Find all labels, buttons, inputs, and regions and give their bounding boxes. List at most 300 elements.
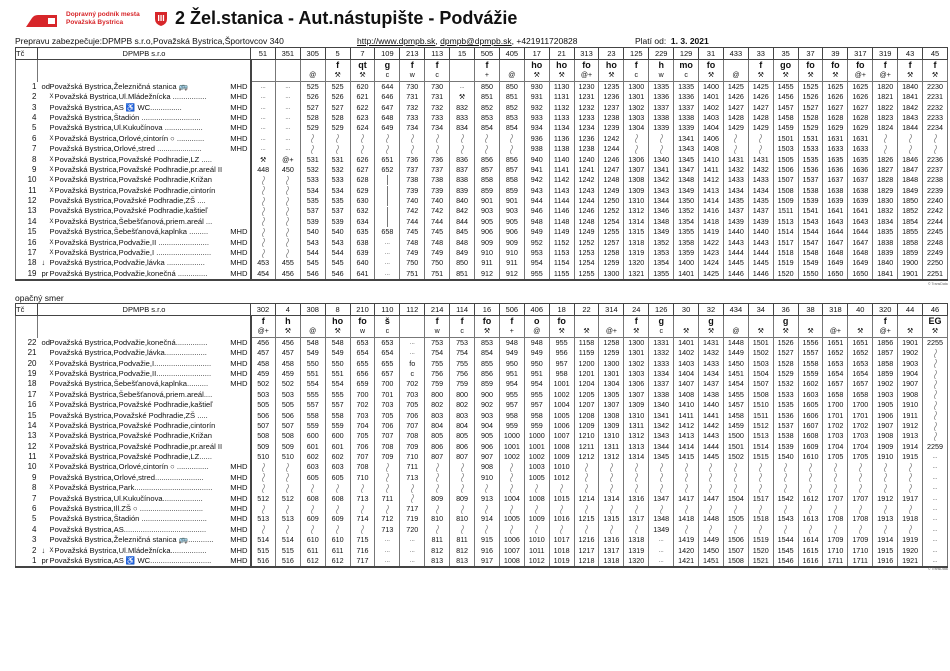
skip-cell (773, 462, 798, 472)
time-cell: 600 (300, 431, 325, 441)
skip-cell (773, 504, 798, 514)
skip-wave-icon (335, 525, 340, 534)
skip-cell (923, 358, 948, 368)
time-cell: 502 (275, 379, 300, 389)
website-link[interactable]: http://www.dpmpb.sk (357, 36, 436, 46)
time-cell: 754 (450, 348, 475, 358)
stop-name: Považská Bystrica,Štadión ............................... (49, 514, 207, 524)
time-cell: 626 (350, 154, 375, 164)
trip-code: EG (923, 316, 948, 328)
stop-row (16, 175, 948, 185)
time-cell: 1451 (699, 556, 724, 567)
time-cell: 1641 (823, 206, 848, 216)
time-cell: 900 (475, 390, 500, 400)
time-cell: 1320 (624, 556, 649, 567)
opposite-direction-label: opačný smer (15, 293, 64, 303)
skip-cell (275, 237, 300, 247)
skip-cell (624, 134, 649, 144)
time-cell: 609 (300, 514, 325, 524)
stop-name-cell (38, 504, 251, 514)
time-cell: 608 (300, 493, 325, 503)
time-cell: 1211 (574, 442, 599, 452)
skip-cell (275, 206, 300, 216)
skip-cell (898, 144, 923, 154)
time-cell: 1547 (798, 237, 823, 247)
time-cell: 1443 (699, 431, 724, 441)
time-cell: 1341 (674, 134, 699, 144)
time-cell: 1541 (798, 206, 823, 216)
trip-number: 308 (300, 304, 325, 316)
skip-cell (574, 525, 599, 535)
stop-number: 21 (16, 348, 38, 358)
skip-wave-icon (858, 525, 863, 534)
email-link[interactable]: dpmpb@dpmpb.sk (440, 36, 512, 46)
trip-code: fo (798, 60, 823, 72)
time-cell: 1240 (574, 154, 599, 164)
time-cell: 950 (499, 358, 524, 368)
stop-name-cell (38, 462, 251, 472)
time-cell: 640 (350, 258, 375, 268)
time-cell: 956 (549, 348, 574, 358)
skip-wave-icon (484, 145, 489, 154)
time-cell: 2251 (923, 269, 948, 280)
time-cell: 1822 (873, 102, 898, 112)
time-cell: 717 (400, 504, 425, 514)
time-cell: 505 (251, 400, 276, 410)
time-cell: 954 (524, 258, 549, 268)
phone: , +421911720828 (511, 36, 578, 46)
mhd-label: MHD (230, 358, 248, 368)
time-cell: 1545 (773, 545, 798, 555)
request-stop-icon: X (49, 433, 54, 440)
time-cell: 1349 (674, 186, 699, 196)
trip-symbol: ⚒ (848, 327, 873, 338)
time-cell: 733 (400, 113, 425, 123)
stop-name-cell (38, 431, 251, 441)
time-cell: 1231 (574, 92, 599, 102)
time-cell: 654 (350, 348, 375, 358)
trip-symbol: ⚒ (475, 327, 500, 338)
trip-number: 126 (649, 304, 674, 316)
time-cell: 713 (400, 473, 425, 483)
trip-code: f (898, 60, 923, 72)
skip-cell (350, 525, 375, 535)
time-cell: 457 (275, 348, 300, 358)
skip-wave-icon (708, 505, 713, 514)
trip-symbol: @+ (873, 327, 898, 338)
trip-symbol: ⚒ (798, 71, 823, 82)
stop-row (16, 493, 948, 503)
time-cell: 800 (450, 390, 475, 400)
skip-wave-icon (460, 484, 465, 493)
time-cell: 1208 (574, 410, 599, 420)
skip-wave-icon (460, 473, 465, 482)
time-cell: ... (923, 452, 948, 462)
time-cell: 703 (375, 400, 400, 410)
time-cell: 1318 (599, 556, 624, 567)
skip-wave-icon (360, 525, 365, 534)
trip-symbol: @ (300, 71, 325, 82)
time-cell: 1310 (624, 410, 649, 420)
trip-code (848, 316, 873, 328)
time-cell: 1857 (873, 348, 898, 358)
time-cell: 840 (450, 196, 475, 206)
time-cell: 502 (251, 379, 276, 389)
trip-symbol: ⚒ (773, 327, 798, 338)
skip-cell (499, 483, 524, 493)
time-cell: 1627 (823, 102, 848, 112)
time-cell: 1414 (674, 442, 699, 452)
stop-name: Považská Bystrica,Považské Podhradie,kaštieľ (54, 400, 213, 410)
stop-name: Považská Bystrica,Podvažie,lávka.................... (49, 348, 207, 358)
time-cell: 1302 (624, 358, 649, 368)
time-cell: 1920 (898, 545, 923, 555)
time-cell: 557 (325, 400, 350, 410)
time-cell: 1149 (549, 227, 574, 237)
time-cell: 1502 (723, 452, 748, 462)
time-cell: 1143 (549, 186, 574, 196)
time-cell: 903 (475, 410, 500, 420)
time-cell: 1004 (499, 493, 524, 503)
time-cell: 1859 (898, 248, 923, 258)
time-cell: 745 (425, 227, 450, 237)
time-cell: 1001 (549, 379, 574, 389)
skip-cell (898, 134, 923, 144)
time-cell: 1010 (549, 462, 574, 472)
time-cell: ... (251, 134, 276, 144)
time-cell: 954 (499, 379, 524, 389)
time-cell: 1340 (649, 154, 674, 164)
contacts: http://www.dpmpb.sk, dpmpb@dpmpb.sk, +421911720828 (357, 36, 578, 46)
stop-marker: ↓ (41, 545, 46, 555)
mhd-label: MHD (230, 123, 248, 133)
time-cell: 955 (524, 269, 549, 280)
trip-code: f (624, 316, 649, 328)
time-cell: 601 (300, 442, 325, 452)
stop-row (16, 227, 948, 237)
trip-code: f (873, 60, 898, 72)
time-cell: 1505 (723, 514, 748, 524)
trip-code: f (400, 60, 425, 72)
trip-code: g (773, 316, 798, 328)
time-cell: 1628 (823, 113, 848, 123)
time-cell: 904 (475, 421, 500, 431)
skip-cell (873, 525, 898, 535)
time-cell: 834 (450, 123, 475, 133)
trip-code (574, 316, 599, 328)
skip-cell (898, 473, 923, 483)
trip-code: fo (699, 60, 724, 72)
trip-code: g (375, 60, 400, 72)
trip-symbol: ⚒ (923, 327, 948, 338)
time-cell: 1912 (898, 421, 923, 431)
time-cell: 707 (350, 452, 375, 462)
time-cell: 2250 (923, 258, 948, 268)
trip-symbol (251, 71, 276, 82)
time-cell: 858 (475, 175, 500, 185)
time-cell: 1441 (699, 410, 724, 420)
time-cell: 624 (350, 123, 375, 133)
trip-symbol: c (375, 71, 400, 82)
time-cell: 1423 (699, 248, 724, 258)
time-cell: 859 (499, 186, 524, 196)
time-cell: 1558 (798, 358, 823, 368)
stop-name-cell (38, 525, 251, 535)
time-cell: 1301 (624, 348, 649, 358)
trip-code: fo (549, 316, 574, 328)
time-cell: ... (251, 102, 276, 112)
time-cell: 957 (499, 400, 524, 410)
skip-wave-icon (285, 463, 290, 472)
time-cell: 1445 (748, 258, 773, 268)
skip-wave-icon (261, 207, 266, 216)
time-cell: 1908 (873, 431, 898, 441)
time-cell: 628 (350, 175, 375, 185)
time-cell: 1828 (873, 175, 898, 185)
stop-number: 16 (16, 400, 38, 410)
time-cell: 658 (375, 227, 400, 237)
skip-cell (524, 525, 549, 535)
time-cell: 1914 (873, 535, 898, 545)
time-cell: 1557 (798, 348, 823, 358)
time-cell: 1916 (873, 556, 898, 567)
time-cell: 1649 (848, 258, 873, 268)
time-cell: 529 (325, 123, 350, 133)
request-stop-icon: X (49, 156, 54, 163)
skip-cell (251, 525, 276, 535)
skip-wave-icon (858, 463, 863, 472)
trip-symbol: ⚒ (748, 71, 773, 82)
skip-cell (251, 483, 276, 493)
skip-wave-icon (758, 505, 763, 514)
time-cell: ... (450, 82, 475, 93)
skip-cell (275, 504, 300, 514)
skip-wave-icon (534, 484, 539, 493)
trip-symbol: @ (723, 327, 748, 338)
time-cell: 507 (275, 421, 300, 431)
trip-symbol: @ (524, 327, 549, 338)
time-cell: 1332 (649, 348, 674, 358)
time-cell: 529 (300, 123, 325, 133)
trip-number: 405 (499, 48, 524, 60)
stop-number: 15 (16, 227, 38, 237)
stop-name-cell (38, 410, 251, 420)
skip-cell (350, 144, 375, 154)
time-cell: 710 (400, 452, 425, 462)
time-cell: 1319 (624, 545, 649, 555)
time-cell: 1432 (748, 165, 773, 175)
time-cell: 1347 (674, 165, 699, 175)
time-cell: 857 (499, 165, 524, 175)
time-cell: 1643 (823, 217, 848, 227)
time-cell: 1001 (499, 442, 524, 452)
time-cell: 1311 (624, 421, 649, 431)
time-cell: 1337 (674, 102, 699, 112)
skip-cell (798, 504, 823, 514)
time-cell: c (400, 369, 425, 379)
trip-symbol: ⚒ (325, 327, 350, 338)
time-cell: ... (923, 545, 948, 555)
time-cell: 558 (300, 410, 325, 420)
request-stop-icon: X (49, 239, 54, 246)
mhd-label: MHD (230, 545, 248, 555)
time-cell: 1253 (574, 248, 599, 258)
time-cell: 706 (375, 421, 400, 431)
time-cell: 551 (300, 369, 325, 379)
time-cell: 513 (275, 514, 300, 524)
time-cell: 1006 (499, 535, 524, 545)
time-cell: 707 (375, 431, 400, 441)
request-stop-icon: X (49, 422, 54, 429)
time-cell: 1535 (798, 154, 823, 164)
skip-wave-icon (335, 134, 340, 143)
trip-code (898, 316, 923, 328)
time-cell: 734 (400, 123, 425, 133)
time-cell: 603 (325, 462, 350, 472)
time-cell: 1138 (549, 144, 574, 154)
skip-wave-icon (883, 463, 888, 472)
stop-number: 7 (16, 493, 38, 503)
time-cell: 1911 (898, 410, 923, 420)
time-cell: 510 (251, 452, 276, 462)
stop-name: Považská Bystrica,Park..................................... (54, 483, 213, 493)
time-cell: 527 (325, 102, 350, 112)
time-cell: 1242 (599, 134, 624, 144)
time-cell: 1400 (674, 258, 699, 268)
time-cell: 944 (524, 196, 549, 206)
time-cell: 1331 (649, 338, 674, 349)
stop-name: Považská Bystrica,Orlové,cintorín ○ ............. (54, 133, 205, 143)
stop-name-cell (38, 102, 251, 112)
skip-cell (748, 134, 773, 144)
trip-code: ho (599, 60, 624, 72)
time-cell: 1318 (624, 535, 649, 545)
time-cell: 610 (300, 535, 325, 545)
trip-number: 21 (549, 48, 574, 60)
skip-wave-icon (684, 473, 689, 482)
stop-row (16, 514, 948, 524)
skip-cell (275, 483, 300, 493)
time-cell: 1004 (549, 400, 574, 410)
time-cell: 1247 (599, 165, 624, 175)
time-cell: 1300 (624, 338, 649, 349)
time-cell: 807 (425, 452, 450, 462)
skip-cell (425, 462, 450, 472)
skip-cell (624, 504, 649, 514)
time-cell: 1826 (873, 154, 898, 164)
trip-code (400, 316, 425, 328)
stop-row (16, 237, 948, 247)
time-cell: 1856 (873, 338, 898, 349)
skip-cell (773, 473, 798, 483)
time-cell: 1704 (823, 442, 848, 452)
time-cell: 1009 (524, 514, 549, 524)
skip-cell (823, 525, 848, 535)
time-cell: 653 (375, 338, 400, 349)
time-cell: 1526 (798, 92, 823, 102)
time-cell: 949 (499, 348, 524, 358)
time-cell: 946 (524, 206, 549, 216)
stop-row (16, 400, 948, 410)
time-cell: 1005 (524, 473, 549, 483)
stop-name-cell (38, 175, 251, 185)
stop-name-cell (38, 237, 251, 247)
time-cell: 1002 (549, 390, 574, 400)
skip-wave-icon (659, 473, 664, 482)
pass-through-cell (375, 186, 400, 196)
time-cell: 510 (275, 452, 300, 462)
skip-cell (748, 525, 773, 535)
time-cell: 951 (499, 369, 524, 379)
trip-code: h (649, 60, 674, 72)
time-cell: 535 (300, 196, 325, 206)
time-cell: 1426 (748, 92, 773, 102)
mhd-label: MHD (230, 483, 248, 493)
skip-cell (325, 525, 350, 535)
skip-wave-icon (659, 484, 664, 493)
skip-cell (748, 473, 773, 483)
time-cell: ... (923, 462, 948, 472)
time-cell: 1425 (699, 269, 724, 280)
time-cell: 742 (400, 206, 425, 216)
time-cell: 708 (350, 462, 375, 472)
time-cell: 1850 (898, 196, 923, 206)
time-cell: 744 (425, 217, 450, 227)
time-cell: 1703 (848, 431, 873, 441)
skip-wave-icon (609, 505, 614, 514)
stop-row (16, 545, 948, 555)
stop-number: 20 (16, 358, 38, 368)
skip-cell (450, 504, 475, 514)
skip-wave-icon (908, 463, 913, 472)
time-cell: 705 (375, 410, 400, 420)
time-cell: 745 (400, 227, 425, 237)
time-cell: 1407 (674, 379, 699, 389)
time-cell: 938 (524, 144, 549, 154)
time-cell: 539 (300, 217, 325, 227)
company-name (66, 11, 140, 26)
stop-name-cell (38, 113, 251, 123)
skip-cell (275, 186, 300, 196)
trip-symbol: ⚒ (699, 327, 724, 338)
time-cell: 755 (450, 358, 475, 368)
time-cell: 632 (350, 206, 375, 216)
time-cell: 551 (325, 369, 350, 379)
time-cell: 1341 (649, 410, 674, 420)
time-cell: 1616 (798, 556, 823, 567)
stop-name-cell (38, 556, 251, 567)
time-cell: 903 (475, 206, 500, 216)
trip-number: 125 (624, 48, 649, 60)
stop-number: 19 (16, 269, 38, 280)
trip-number: 506 (499, 304, 524, 316)
stop-name: Považská Bystrica,Považské Podhradie,Križan (54, 175, 212, 185)
page-title: 2 Žel.stanica - Aut.nástupište - Podvážie (175, 8, 518, 28)
time-cell: 853 (475, 338, 500, 349)
trip-code (300, 316, 325, 328)
time-cell: 856 (499, 154, 524, 164)
time-cell: 1309 (599, 421, 624, 431)
time-cell: 1426 (723, 92, 748, 102)
stop-name-cell (38, 206, 251, 216)
skip-wave-icon (634, 525, 639, 534)
trip-code: fo (350, 316, 375, 328)
skip-wave-icon (708, 473, 713, 482)
time-cell: 2242 (923, 206, 948, 216)
time-cell: 1410 (699, 154, 724, 164)
stop-marker: pr (41, 555, 49, 565)
skip-cell (723, 504, 748, 514)
